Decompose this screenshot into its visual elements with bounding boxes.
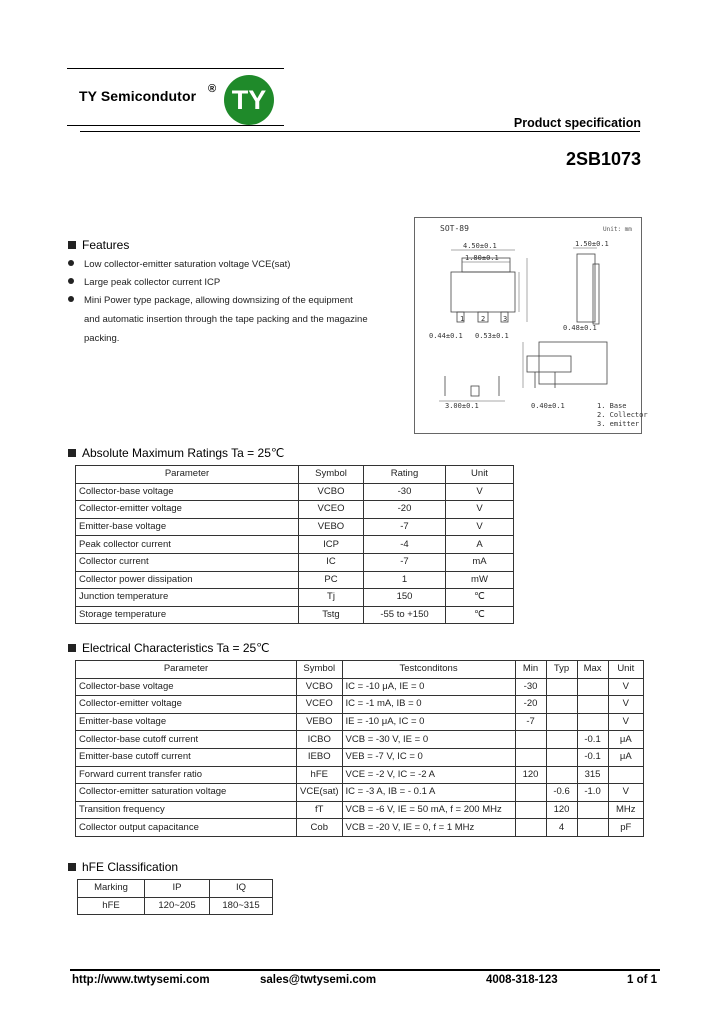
col-header: Symbol	[299, 466, 364, 484]
feature-item-continuation: packing.	[84, 333, 120, 344]
table-header-row	[76, 466, 514, 484]
square-bullet-icon	[68, 863, 76, 871]
table-row: Collector-base cutoff current ICBO VCB = -30 V, IE = 0 -0.1 μA	[76, 731, 644, 749]
feature-item: Low collector-emitter saturation voltage VCE(sat)	[68, 259, 290, 270]
table-row: Storage temperature Tstg -55 to +150 ℃	[76, 606, 514, 624]
features-heading: Features	[68, 238, 129, 252]
registered-mark: ®	[208, 83, 217, 95]
footer-phone: 4008-318-123	[486, 974, 558, 986]
pin-legend-1: 1. Base	[597, 402, 627, 410]
product-specification-label: Product specification	[513, 116, 641, 130]
header-rule-main	[80, 131, 640, 132]
table-row: Collector-emitter saturation voltage VCE(sat) IC = -3 A, IB = - 0.1 A -0.6 -1.0 V	[76, 784, 644, 802]
table-header-row: Parameter Symbol Testconditons Min Typ Max Unit	[76, 661, 644, 679]
hfe-heading: hFE Classification	[68, 860, 178, 874]
company-name: TY Semicondutor	[79, 88, 197, 104]
square-bullet-icon	[68, 449, 76, 457]
square-bullet-icon	[68, 241, 76, 249]
abs-max-heading: Absolute Maximum Ratings Ta = 25℃	[68, 446, 284, 460]
table-row: Collector-base voltage VCBO IC = -10 μA, IE = 0 -30 V	[76, 678, 644, 696]
table-row: Collector output capacitance Cob VCB = -20 V, IE = 0, f = 1 MHz 4 pF	[76, 819, 644, 837]
svg-text:0.40±0.1: 0.40±0.1	[531, 402, 565, 410]
package-outline-box	[414, 217, 648, 434]
table-row: Emitter-base voltage VEBO -7 V	[76, 518, 514, 536]
col-header: Parameter	[76, 466, 299, 484]
package-drawing	[415, 218, 648, 433]
svg-text:3: 3	[503, 315, 508, 323]
table-row: Collector-base voltage VCBO -30 V	[76, 483, 514, 501]
package-name: SOT-89	[440, 224, 469, 233]
svg-text:1.80±0.1: 1.80±0.1	[465, 254, 499, 262]
table-row: Transition frequency fT VCB = -6 V, IE = 50 mA, f = 200 MHz 120 MHz	[76, 801, 644, 819]
table-row: Peak collector current ICP -4 A	[76, 536, 514, 554]
svg-text:2: 2	[481, 315, 486, 323]
pin-legend-2: 2. Collector	[597, 411, 648, 419]
bullet-icon	[68, 296, 74, 302]
bullet-icon	[68, 278, 74, 284]
feature-item-continuation: and automatic insertion through the tape packing and the magazine	[84, 314, 368, 325]
header-rule-top	[67, 68, 284, 69]
table-row: Collector power dissipation PC 1 mW	[76, 571, 514, 589]
footer-email[interactable]: sales@twtysemi.com	[260, 974, 377, 986]
pin-legend-3: 3. emitter	[597, 420, 640, 428]
abs-max-table	[75, 465, 514, 624]
col-header: Unit	[446, 466, 514, 484]
bullet-icon	[68, 260, 74, 266]
square-bullet-icon	[68, 644, 76, 652]
table-row: Junction temperature Tj 150 ℃	[76, 589, 514, 607]
feature-item: Large peak collector current ICP	[68, 277, 220, 288]
svg-text:1: 1	[460, 315, 465, 323]
feature-item: Mini Power type package, allowing downsizing of the equipment	[68, 295, 353, 306]
svg-text:1.50±0.1: 1.50±0.1	[575, 240, 609, 248]
table-row: Forward current transfer ratio hFE VCE = -2 V, IC = -2 A 120 315	[76, 766, 644, 784]
svg-text:3.00±0.1: 3.00±0.1	[445, 402, 479, 410]
elec-char-heading: Electrical Characteristics Ta = 25℃	[68, 641, 270, 655]
svg-text:0.48±0.1: 0.48±0.1	[563, 324, 597, 332]
table-row: Collector-emitter voltage VCEO IC = -1 mA, IB = 0 -20 V	[76, 696, 644, 714]
header-rule-under-logo	[67, 125, 284, 126]
svg-text:0.44±0.1: 0.44±0.1	[429, 332, 463, 340]
svg-text:0.53±0.1: 0.53±0.1	[475, 332, 509, 340]
table-header-row: Marking IP IQ	[78, 880, 273, 898]
table-row: Emitter-base cutoff current IEBO VEB = -7 V, IC = 0 -0.1 μA	[76, 748, 644, 766]
package-unit: Unit: mm	[603, 226, 632, 233]
hfe-table	[77, 879, 273, 915]
svg-text:4.50±0.1: 4.50±0.1	[463, 242, 497, 250]
elec-char-table	[75, 660, 644, 837]
table-row: Collector-emitter voltage VCEO -20 V	[76, 501, 514, 519]
table-row: Emitter-base voltage VEBO IE = -10 μA, IC = 0 -7 V	[76, 713, 644, 731]
table-row: hFE 120~205 180~315	[78, 897, 273, 915]
footer-page-number: 1 of 1	[627, 974, 658, 986]
part-number: 2SB1073	[565, 149, 641, 169]
col-header: Rating	[364, 466, 446, 484]
table-row: Collector current IC -7 mA	[76, 553, 514, 571]
company-logo: TY	[224, 75, 274, 125]
footer-website[interactable]: http://www.twtysemi.com	[72, 974, 210, 986]
footer-rule	[70, 969, 660, 971]
